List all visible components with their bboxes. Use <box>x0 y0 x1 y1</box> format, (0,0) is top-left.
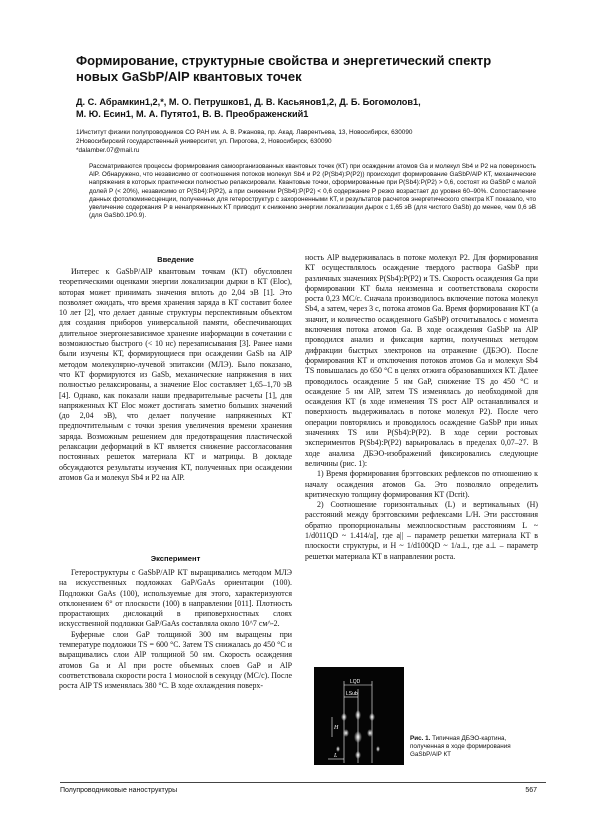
left-column-intro <box>59 267 292 483</box>
author-line-2: М. Ю. Есин1, М. А. Путято1, В. В. Преображенский1 <box>76 109 309 119</box>
section-heading-intro: Введение <box>157 255 194 264</box>
figure-caption-text: Типичная ДБЭО-картина, полученная в ходе формирования GaSbP/AlP КТ <box>410 735 511 759</box>
figure-caption-label: Рис. 1. <box>410 735 431 742</box>
contact-email: *dalamber.07@mail.ru <box>76 147 140 154</box>
paper-title: Формирование, структурные свойства и энергетический спектр новых GaSbP/AlP квантовых точек <box>76 53 492 84</box>
author-line-1: Д. С. Абрамкин1,2,*, М. О. Петрушков1, Д. В. Касьянов1,2, Д. Б. Богомолов1, <box>76 97 421 107</box>
experiment-paragraph-1: Гетероструктуры с GaSbP/AlP КТ выращивались методом МЛЭ на искусственных подложках GaP/GaAs ориентации (100). Подложки GaAs (100), используемые для этого, характеризуются отклонением 6° от плоскости (100) в направлении [011]. Плотность прорастающих дислокаций в приповерхностных слоях искусственной подложки GaP/GaAs составляла около 10^7 см^-2. <box>59 568 292 629</box>
section-heading-experiment: Эксперимент <box>150 554 201 563</box>
right-paragraph-3: 2) Соотношение горизонтальных (L) и вертикальных (H) расстояний между брэгговскими рефлексами L/H. Эти расстояния обратно пропорциональны межплоскостным расстояниям L ~ 1/d011QD ~ 1.414/a||, где a|| – параметр решетки материала КТ в плоскости структуры, и H ~ 1/d100QD ~ 1/a⊥, где a⊥ – параметр решетки материала КТ в направлении роста. <box>305 500 538 561</box>
author-list <box>76 96 536 120</box>
footer-divider <box>60 782 546 783</box>
figure-caption <box>410 735 538 760</box>
label-h: H <box>334 725 339 731</box>
label-l: L <box>334 753 338 759</box>
right-paragraph-1: ность AlP выдерживалась в потоке молекул P2. Для формирования КТ осуществлялось осаждение твердого раствора GaSbP при различных значениях P(Sb4):P(P2) и TS. Скорость осаждения Ga при формировании КТ была неизменна и соответствовала скорости роста 0,23 МС/с. Сначала производилось включение потока молекул Sb4, а затем, через 3 с, потока атомов Ga. Время формирования КТ (а значит, и количество осажденного GaSbP) отсчитывалось с момента включения потока атомов Ga. В ходе осаждения GaSbP на AlP проводился анализ и фиксация картин, полученных методом дифракции быстрых электронов на отражение (ДБЭО). После формирования КТ и отключения потоков атомов Ga и молекул Sb4 TS повышалась до 650 °C в целях отжига образовавшихся КТ. Далее проводилось осаждение 5 нм GaP, снижение TS до 450 °C и осаждение 5 нм AlP, затем TS изменялась до необходимой для осаждения КТ (в ходе изменения TS рост AlP останавливался и поверхность выдерживалась в потоке молекул P2). После чего операции повторялись и проводилось осаждение GaSbP при иных значениях TS или P(Sb4):P(P2). В ходе серии ростовых экспериментов P(Sb4):P(P2) варьировалась в пределах 0,07–27. В ходе анализа ДБЭО-изображений фиксировались следующие величины (рис. 1): <box>305 253 538 468</box>
page-number: 567 <box>525 787 537 794</box>
rheed-pattern-graphic <box>314 667 404 765</box>
footer-journal-name: Полупроводниковые наноструктуры <box>60 787 178 794</box>
intro-paragraph: Интерес к GaSbP/AlP квантовым точкам (КТ) обусловлен теоретическими оценками энергии локализации дырки в КТ (Eloc), которая может принимать значения вплоть до 2,04 эВ [1]. Это позволяет ожидать, что время хранения заряда в КТ составит более 10 лет [2], что делает данные структуры перспективным объектом для создания приборов универсальной памяти, обеспечивающих длительное энергонезависимое хранение информации в сочетании с возможностью быстрого (< 10 нс) перезаписывания [3]. Ранее нами были изучены КТ, формирующиеся при осаждении GaSb на AlP методом молекулярно-лучевой эпитаксии (МЛЭ). Было показано, что КТ формируются из GaSb, механические напряжения в них полностью релаксированы, а значение Eloc составляет 1,65–1,70 эВ [4]. Однако, как показали наши предварительные расчеты [1], для напряженных КТ Eloc может достигать заметно больших значений (до 2,04 эВ), что делает получение напряженных КТ предпочтительным с точки зрения увеличения времени хранения заряда. Возможным решением для предотвращения пластической релаксации деформаций в КТ является снижение рассогласования постоянных решеток материала КТ и матрицы. В докладе обсуждаются результаты изучения КТ, полученных при осаждении атомов Ga и молекул Sb4 и P2 на AlP. <box>59 267 292 482</box>
label-lsub: LSub <box>346 691 358 697</box>
figure-rheed-pattern <box>314 667 404 765</box>
experiment-paragraph-2: Буферные слои GaP толщиной 300 нм выращены при температуре подложки TS = 600 °C. Затем TS снижалась до 450 °C и выращивались слои AlP толщиной 50 нм. Скорость осаждения атомов Ga и Al при росте объемных слоев GaP и AlP соответствовала скорости роста 1 монослой в секунду (МС/с). После роста AlP TS изменялась 380 °C. В ходе охлаждения поверх- <box>59 629 292 691</box>
affiliation-2: 2Новосибирский государственный университет, ул. Пирогова, 2, Новосибирск, 630090 <box>76 138 332 145</box>
right-column <box>305 253 538 562</box>
abstract: Рассматриваются процессы формирования самоорганизованных квантовых точек (КТ) при осаждении атомов Ga и молекул Sb4 и P2 на поверхность AlP. Обнаружено, что независимо от соотношения потоков молекул Sb4 и P2 (P(Sb4):P(P2)) происходит формирование GaSbP/AlP КТ, механические напряжения в которых практически полностью релаксировали. Квантовые точки, сформированные при P(Sb4):P(P2) > 0,6, состоят из GaSbP с малой долей P (< 20%), независимо от P(Sb4):P(P2), а при снижении P(Sb4):P(P2) < 0,6 содержание P резко возрастает до уровня 60–90%. Сопоставление данных фотолюминесценции, полученных для гетероструктур с захороненными КТ, и результатов расчетов энергетического спектра КТ показало, что увеличение содержания P в ненапряженных КТ приводит к снижению энергии локализации дырок с 1,65 эВ (для чистого GaSb) до менее, чем 0,6 эВ (для GaSb0.1P0.9). <box>89 163 536 220</box>
right-paragraph-2: 1) Время формирования брэгговских рефлексов по отношению к началу осаждения атомов Ga. Это позволяло определить критическую толщину формирования КТ (Dcrit). <box>305 469 538 499</box>
left-column-experiment <box>59 568 292 692</box>
affiliation-1: 1Институт физики полупроводников СО РАН им. А. В. Ржанова, пр. Акад. Лаврентьева, 13, Новосибирск, 630090 <box>76 129 413 136</box>
affiliations <box>76 128 536 155</box>
label-lqd: LQD <box>350 679 361 685</box>
